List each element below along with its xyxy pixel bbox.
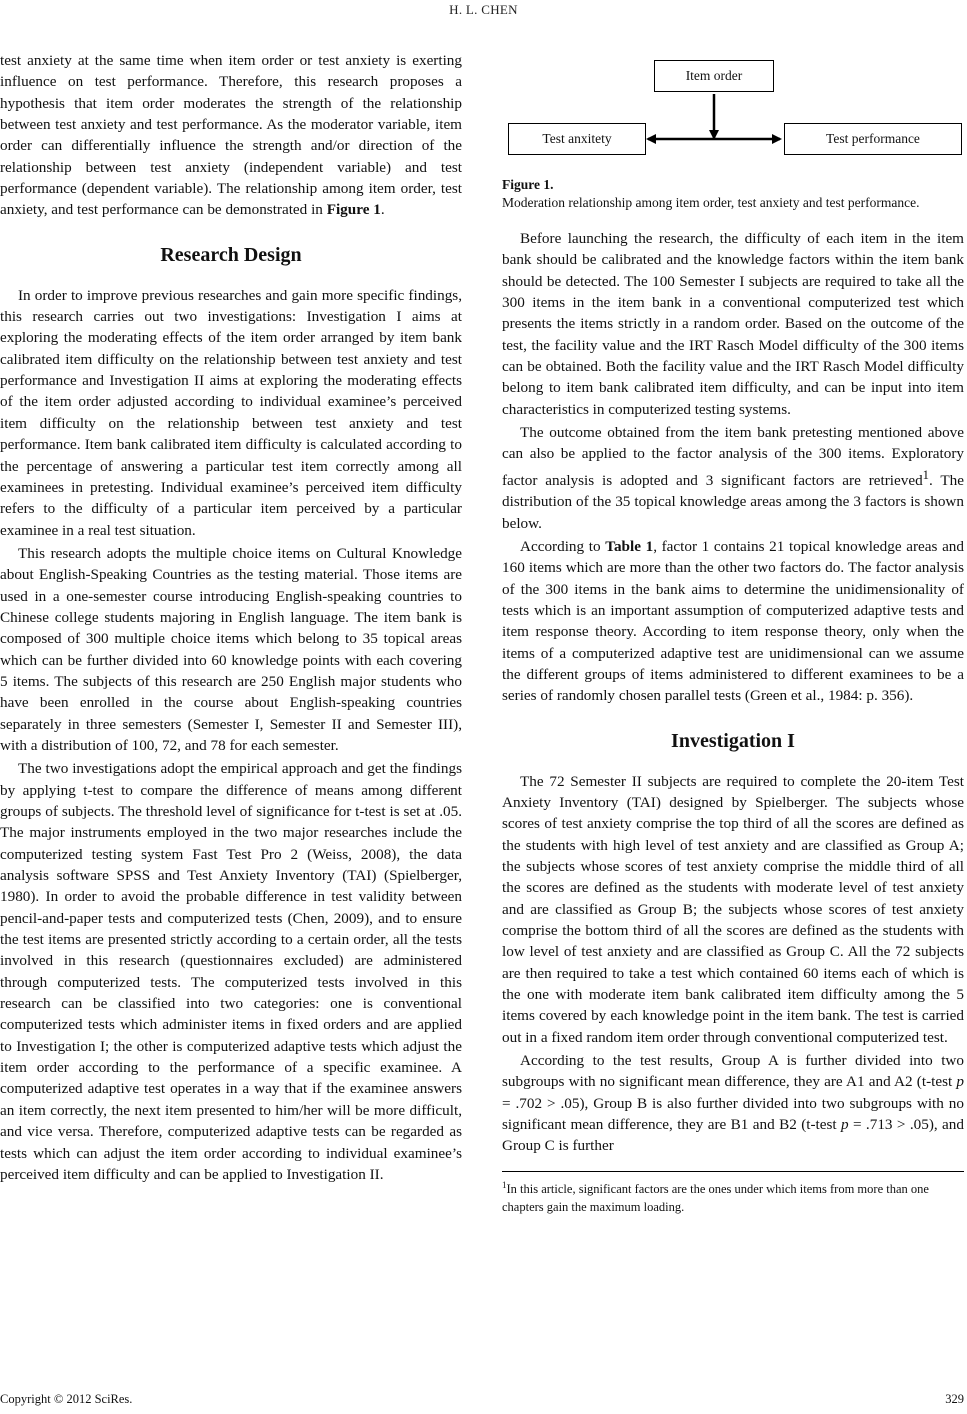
paragraph-text: According to	[520, 537, 606, 555]
figure-arrows	[502, 56, 964, 168]
test-performance-box: Test performance	[784, 123, 962, 155]
paragraph: This research adopts the multiple choice items on Cultural Knowledge about English-Speaking Countries as the testing material. Those items are used in a one-semester course introducing English-speaking countries to Chinese college students majoring in English language. The item bank is composed of 300 multiple choice items which belong to 35 topical areas which can be further divided into 60 knowledge points with each covering 5 items. The subjects of this research are 250 English major students who have been enrolled in the course about English-speaking countries separately in three semesters (Semester I, Semester II and Semester III), with a distribution of 100, 72, and 78 for each semester.	[0, 544, 462, 754]
paragraph-text: = .713 > .05), and Group C is further	[502, 1116, 964, 1155]
footnote	[502, 1176, 964, 1216]
paragraph: The two investigations adopt the empirical approach and get the findings by applying t-test to compare the difference of means among different groups of subjects. The threshold level of significance for t-test is set at .05. The major instruments employed in the two major researches include the computerized testing system Fast Test Pro 2 (Weiss, 2008), the data analysis software SPSS and Test Anxiety Inventory (TAI) (Spielberger, 1980). In order to avoid the probable difference in test validity between pencil-and-paper tests and computerized tests (Chen, 2009), and to ensure the test items are presented strictly according to a certain order, all the tests involved in this research (questionnaires excluded) are administered through computerized tests. The computerized tests involved in this research can be classified into two categories: one is conventional computerized tests which administer items in fixed orders and are applied to Investigation I; the other is computerized adaptive tests which adjust the item order according to the performance of a specific examinee. A computerized adaptive test operates in a way that if the examinee answers an item correctly, the next item presented to him/her will be more difficult, and vice versa. Therefore, computerized adaptive tests can be regarded as tests which can adjust the item order according to individual examinee’s perceived item difficulty and can be applied to Investigation II.	[0, 760, 462, 1183]
paragraph-text: .	[380, 201, 385, 219]
paragraph	[502, 1050, 964, 1157]
footnote-marker: 1	[922, 467, 929, 482]
paragraph-text: , factor 1 contains 21 topical knowledge areas and 160 items which are more than the other two factors do. The factor analysis of the 300 items in the bank aims to determine the unidimensionality of tests which is an important assumption of computerized adaptive tests and item response theory. According to item response theory, only when the items of a computerized adaptive test are unidimensional can we assume the different groups of items administered to different examinees to be a series of randomly chosen parallel tests (Green et al., 1984: p. 356).	[502, 537, 964, 705]
paragraph	[502, 422, 964, 534]
section-heading-investigation-1: Investigation I	[671, 729, 795, 752]
paragraph-text: test anxiety at the same time when item order or test anxiety is exerting influence on test performance. Therefore, this research proposes a hypothesis that item order moderates the strength of the relationship between test anxiety and test performance. As the moderator variable, item order can differentially influence the strength and/or direction of the relationship between test anxiety (independent variable) and test performance (dependent variable). The relationship among item order, test anxiety, and test performance can be demonstrated in	[0, 52, 462, 219]
paragraph	[0, 50, 462, 221]
footnote-divider	[502, 1171, 964, 1172]
paragraph: In order to improve previous researches and gain more specific findings, this research carries out two investigations: Investigation I aims at exploring the moderating effects of the item order arranged by item bank calibrated item difficulty on the relationship between test anxiety and test performance and Investigation II aims at exploring the moderating effects of the item order adjusted according to individual examinee’s perceived item difficulty on the relationship between test anxiety and test performance. Item bank calibrated item difficulty is calculated according to the percentage of answering a particular test item correctly among all examinees in pretesting. Individual examinee’s perceived item difficulty refers to the difficulty of a particular item perceived by a particular examinee in a real test situation.	[0, 286, 462, 539]
math-variable: p	[956, 1073, 964, 1091]
paragraph-text: The outcome obtained from the item bank pretesting mentioned above can also be applied to the factor analysis of the 300 items. Exploratory factor analysis is adopted and 3 significant factors are retrieved	[502, 424, 964, 489]
paragraph: The 72 Semester II subjects are required to complete the 20-item Test Anxiety Inventory (TAI) designed by Spielberger. The subjects whose scores of test anxiety comprise the top third of all the scores are defined as the students with high level of test anxiety and are classified as Group A; the subjects whose scores of test anxiety comprise the middle third of all the scores are defined as the students with moderate level of test anxiety and are classified as Group B; the subjects whose scores of test anxiety comprise the bottom third of all the scores are defined as the students with low level of test anxiety and are classified as Group C. All the 72 subjects are then required to take a test which contained 60 items each of which is the one with moderate item bank calibrated item difficulty among the 5 items covered by each knowledge point in the item bank. The test is carried out in a fixed random item order through conventional computerized test.	[502, 772, 964, 1046]
table-reference: Table 1	[605, 537, 654, 555]
figure-caption-title: Figure 1.	[502, 177, 554, 192]
page-number: 329	[945, 1392, 964, 1406]
running-header: H. L. CHEN	[449, 2, 518, 17]
math-variable: p	[841, 1116, 849, 1134]
figure-caption	[502, 176, 964, 212]
section-heading-research-design: Research Design	[160, 243, 302, 266]
figure-caption-text: Moderation relationship among item order, test anxiety and test performance.	[502, 195, 920, 210]
footnote-text: In this article, significant factors are the ones under which items from more than one chapters gain the maximum loading.	[502, 1181, 929, 1214]
paragraph-text: According to the test results, Group A is further divided into two subgroups with no significant mean difference, they are A1 and A2 (t-test	[502, 1052, 964, 1091]
paragraph	[502, 536, 964, 707]
left-column	[0, 50, 462, 1187]
copyright-notice: Copyright © 2012 SciRes.	[0, 1392, 133, 1406]
item-order-box: Item order	[654, 60, 774, 92]
test-anxiety-box: Test anxitety	[508, 123, 646, 155]
paragraph-text: . The distribution of the 35 topical knowledge areas among the 3 factors is shown below.	[502, 471, 964, 532]
paragraph: Before launching the research, the difficulty of each item in the item bank should be calibrated and the knowledge factors within the item bank should be detected. The 100 Semester I subjects are required to take all the 300 items in the item bank in a conventional computerized test which presents the items strictly in a random order. Based on the outcome of the test, the facility value and the IRT Rasch Model difficulty of the 300 items can be obtained. Both the facility value and the IRT Rasch Model difficulty belong to item bank calibrated item difficulty, and can be input into item characteristics in computerized testing systems.	[502, 230, 964, 418]
paragraph-text: = .702 > .05), Group B is also further divided into two subgroups with no significant mean difference, they are B1 and B2 (t-test	[502, 1094, 964, 1134]
footnote-number: 1	[502, 1179, 507, 1190]
figure-1-diagram	[502, 56, 964, 168]
right-column	[502, 50, 964, 1216]
figure-reference: Figure 1	[326, 201, 381, 219]
